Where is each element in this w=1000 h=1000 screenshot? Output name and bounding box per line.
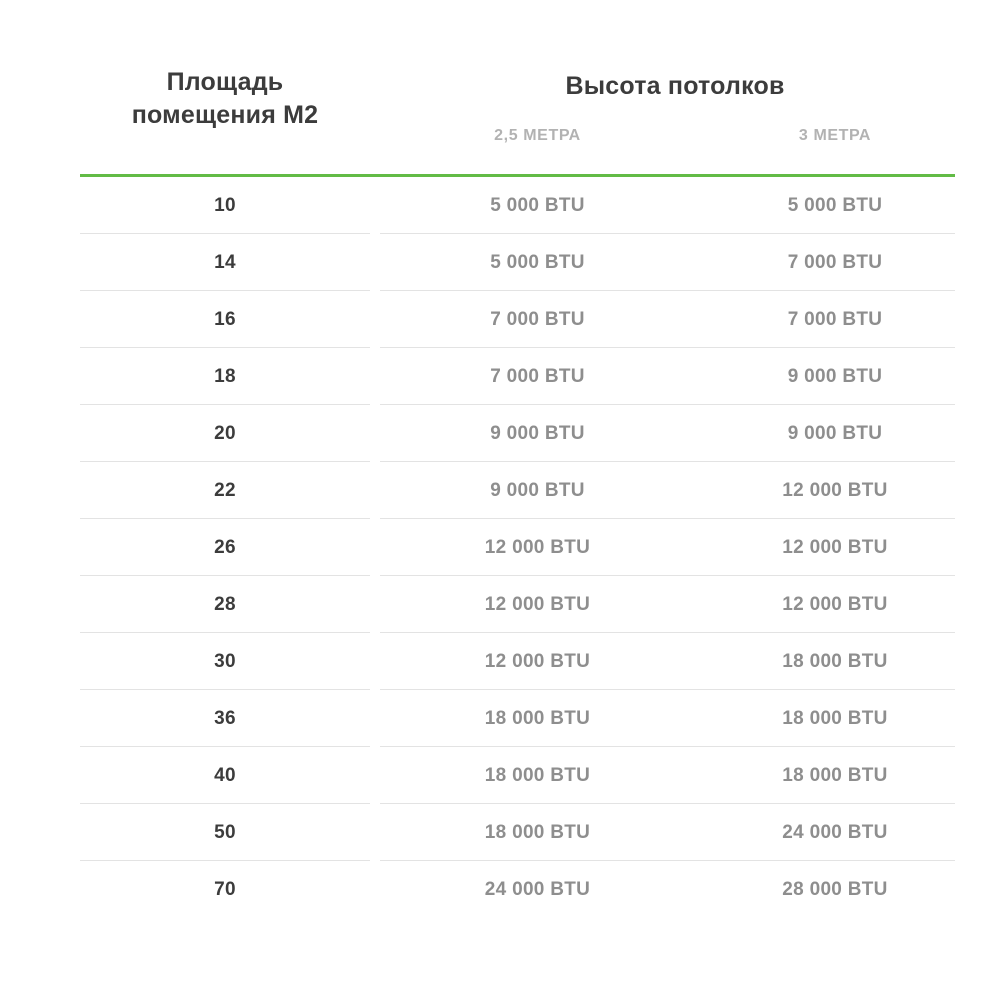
- cell-area: 26: [214, 537, 236, 558]
- cell-btu-25m: 24 000 BTU: [484, 879, 591, 900]
- cell-btu-25m: 12 000 BTU: [484, 651, 591, 672]
- ceiling-3m-subheader: 3 МЕТРА: [798, 127, 872, 144]
- area-column-title-line1: Площадь: [166, 68, 284, 96]
- table-row: [0, 633, 1000, 690]
- table-row: [0, 405, 1000, 462]
- cell-btu-3m: 18 000 BTU: [782, 651, 888, 672]
- cell-btu-3m: 12 000 BTU: [782, 537, 888, 558]
- ceiling-height-title: Высота потолков: [565, 72, 785, 100]
- cell-btu-25m: 12 000 BTU: [484, 537, 591, 558]
- area-column-title-line2: помещения М2: [131, 101, 319, 129]
- table-row: [0, 747, 1000, 804]
- cell-area: 50: [214, 822, 236, 843]
- cell-area: 16: [214, 309, 236, 330]
- cell-btu-3m: 5 000 BTU: [787, 195, 883, 216]
- cell-btu-25m: 12 000 BTU: [484, 594, 591, 615]
- cell-area: 18: [214, 366, 236, 387]
- cell-btu-25m: 9 000 BTU: [490, 480, 585, 501]
- cell-btu-3m: 9 000 BTU: [787, 366, 883, 387]
- cell-btu-25m: 9 000 BTU: [490, 423, 585, 444]
- cell-area: 22: [214, 480, 236, 501]
- table-row: [0, 690, 1000, 747]
- cell-area: 28: [214, 594, 236, 615]
- table-row: [0, 861, 1000, 918]
- cell-btu-25m: 7 000 BTU: [490, 366, 585, 387]
- cell-btu-3m: 24 000 BTU: [782, 822, 888, 843]
- table-row: [0, 348, 1000, 405]
- cell-area: 14: [214, 252, 236, 273]
- cell-btu-25m: 18 000 BTU: [484, 822, 591, 843]
- cell-area: 70: [214, 879, 236, 900]
- btu-table: [0, 177, 1000, 918]
- cell-area: 20: [214, 423, 236, 444]
- cell-area: 36: [214, 708, 236, 729]
- cell-btu-3m: 12 000 BTU: [782, 594, 888, 615]
- cell-btu-25m: 5 000 BTU: [490, 195, 585, 216]
- cell-btu-3m: 7 000 BTU: [787, 252, 883, 273]
- cell-btu-3m: 7 000 BTU: [787, 309, 883, 330]
- cell-btu-3m: 28 000 BTU: [782, 879, 888, 900]
- table-row: [0, 177, 1000, 234]
- cell-btu-3m: 12 000 BTU: [782, 480, 888, 501]
- cell-btu-25m: 5 000 BTU: [490, 252, 585, 273]
- cell-area: 40: [214, 765, 236, 786]
- area-column-title: [80, 66, 370, 132]
- cell-btu-25m: 18 000 BTU: [484, 708, 591, 729]
- table-row: [0, 519, 1000, 576]
- cell-btu-3m: 9 000 BTU: [787, 423, 883, 444]
- table-row: [0, 291, 1000, 348]
- table-row: [0, 804, 1000, 861]
- table-row: [0, 576, 1000, 633]
- cell-btu-3m: 18 000 BTU: [782, 708, 888, 729]
- cell-btu-3m: 18 000 BTU: [782, 765, 888, 786]
- cell-btu-25m: 7 000 BTU: [490, 309, 585, 330]
- cell-btu-25m: 18 000 BTU: [484, 765, 591, 786]
- cell-area: 30: [214, 651, 236, 672]
- ceiling-25m-subheader: 2,5 МЕТРА: [494, 127, 581, 144]
- table-row: [0, 234, 1000, 291]
- table-header: [0, 0, 1000, 175]
- table-row: [0, 462, 1000, 519]
- cell-area: 10: [214, 195, 236, 216]
